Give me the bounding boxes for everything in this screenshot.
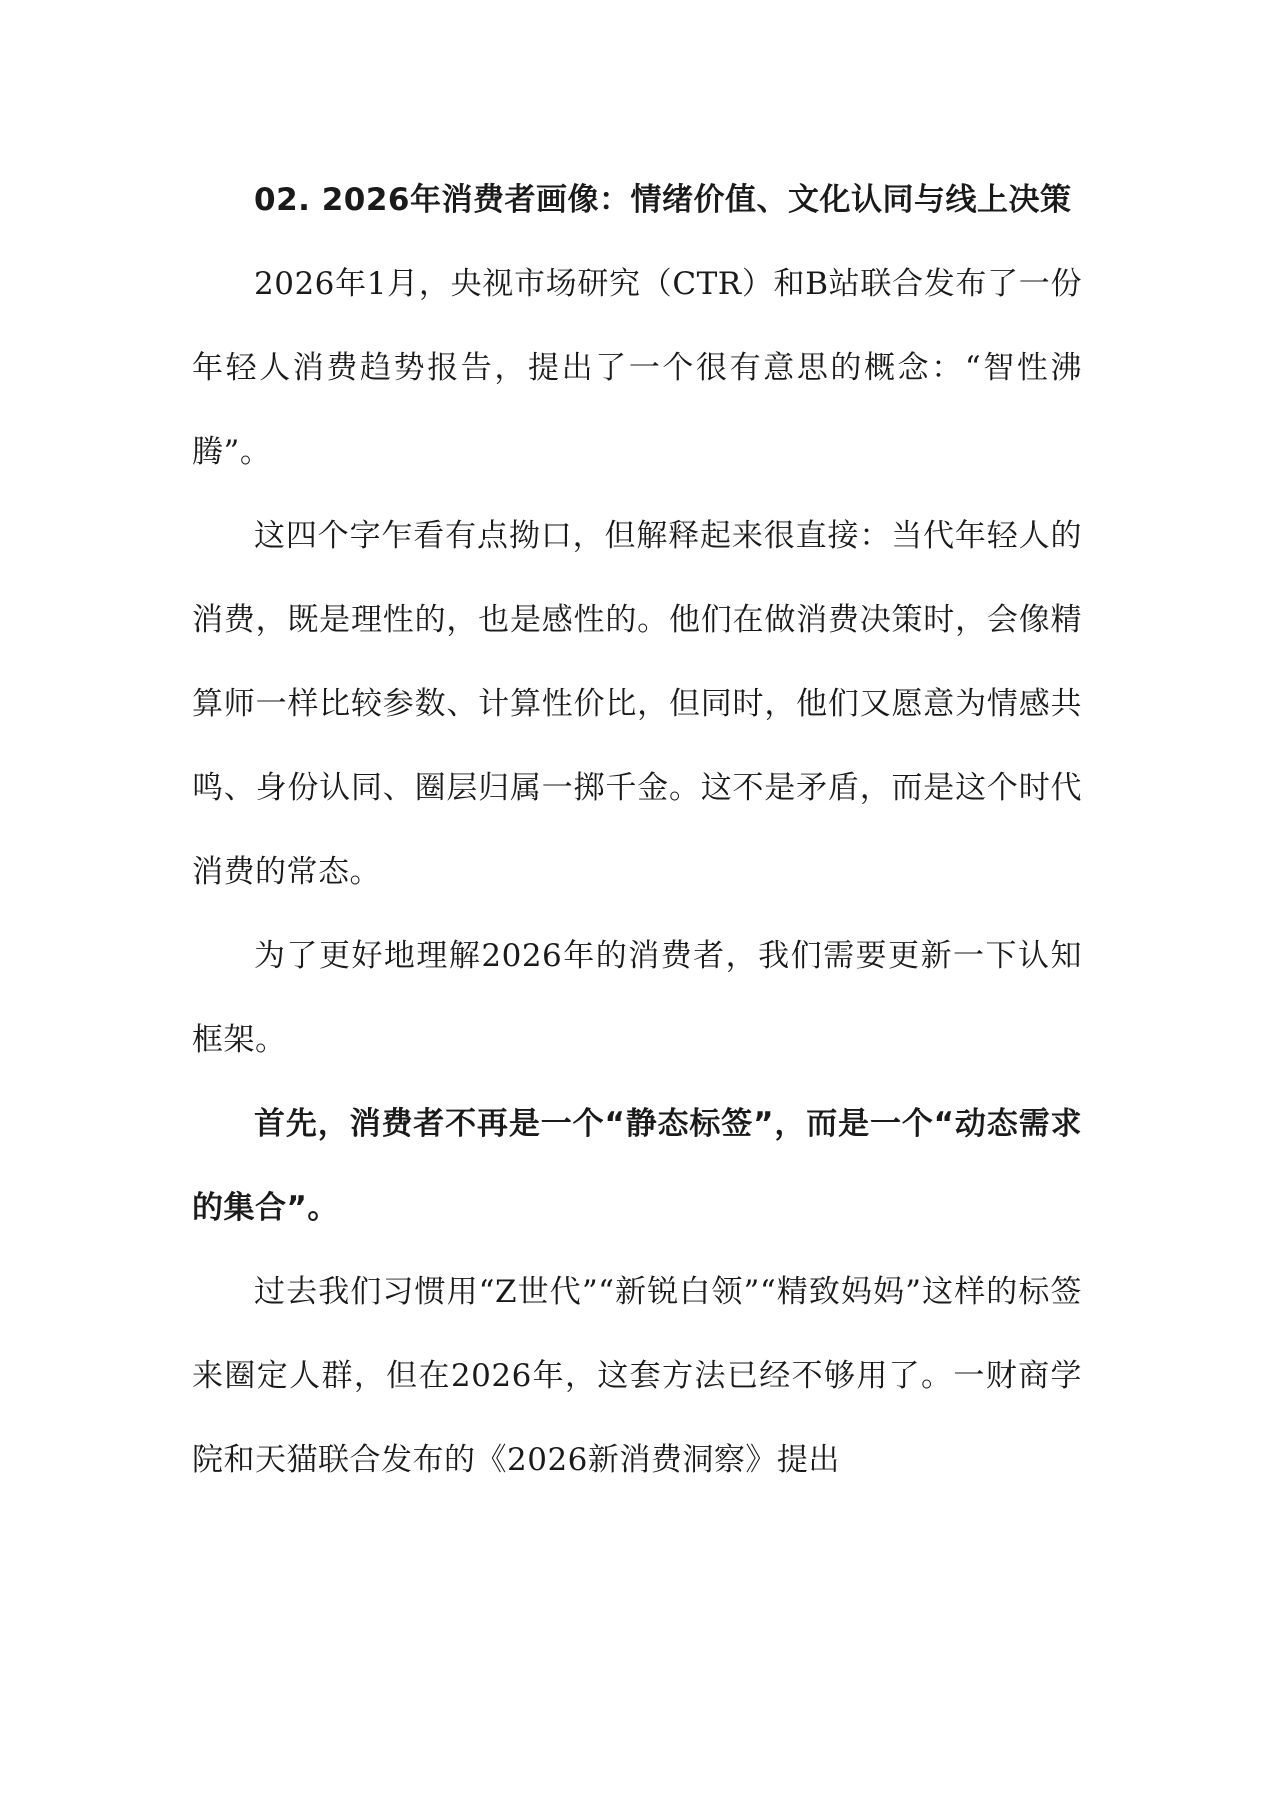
paragraph: 为了更好地理解2026年的消费者，我们需要更新一下认知框架。 bbox=[192, 938, 1082, 1058]
bold-paragraph: 首先，消费者不再是一个“静态标签”，而是一个“动态需求的集合”。 bbox=[192, 1106, 1082, 1226]
paragraph: 2026年1月，央视市场研究（CTR）和B站联合发布了一份年轻人消费趋势报告，提出了一个很有意思的概念：“智性沸腾”。 bbox=[192, 266, 1082, 470]
paragraph: 这四个字乍看有点拗口，但解释起来很直接：当代年轻人的消费，既是理性的，也是感性的。他们在做消费决策时，会像精算师一样比较参数、计算性价比，但同时，他们又愿意为情感共鸣、身份认同、圈层归属一掷千金。这不是矛盾，而是这个时代消费的常态。 bbox=[192, 518, 1082, 890]
section-heading: 02. 2026年消费者画像：情绪价值、文化认同与线上决策 bbox=[254, 182, 1072, 218]
document-body bbox=[192, 158, 1082, 1502]
paragraph: 过去我们习惯用“Z世代”“新锐白领”“精致妈妈”这样的标签来圈定人群，但在2026年，这套方法已经不够用了。一财商学院和天猫联合发布的《2026新消费洞察》提出 bbox=[192, 1274, 1082, 1478]
